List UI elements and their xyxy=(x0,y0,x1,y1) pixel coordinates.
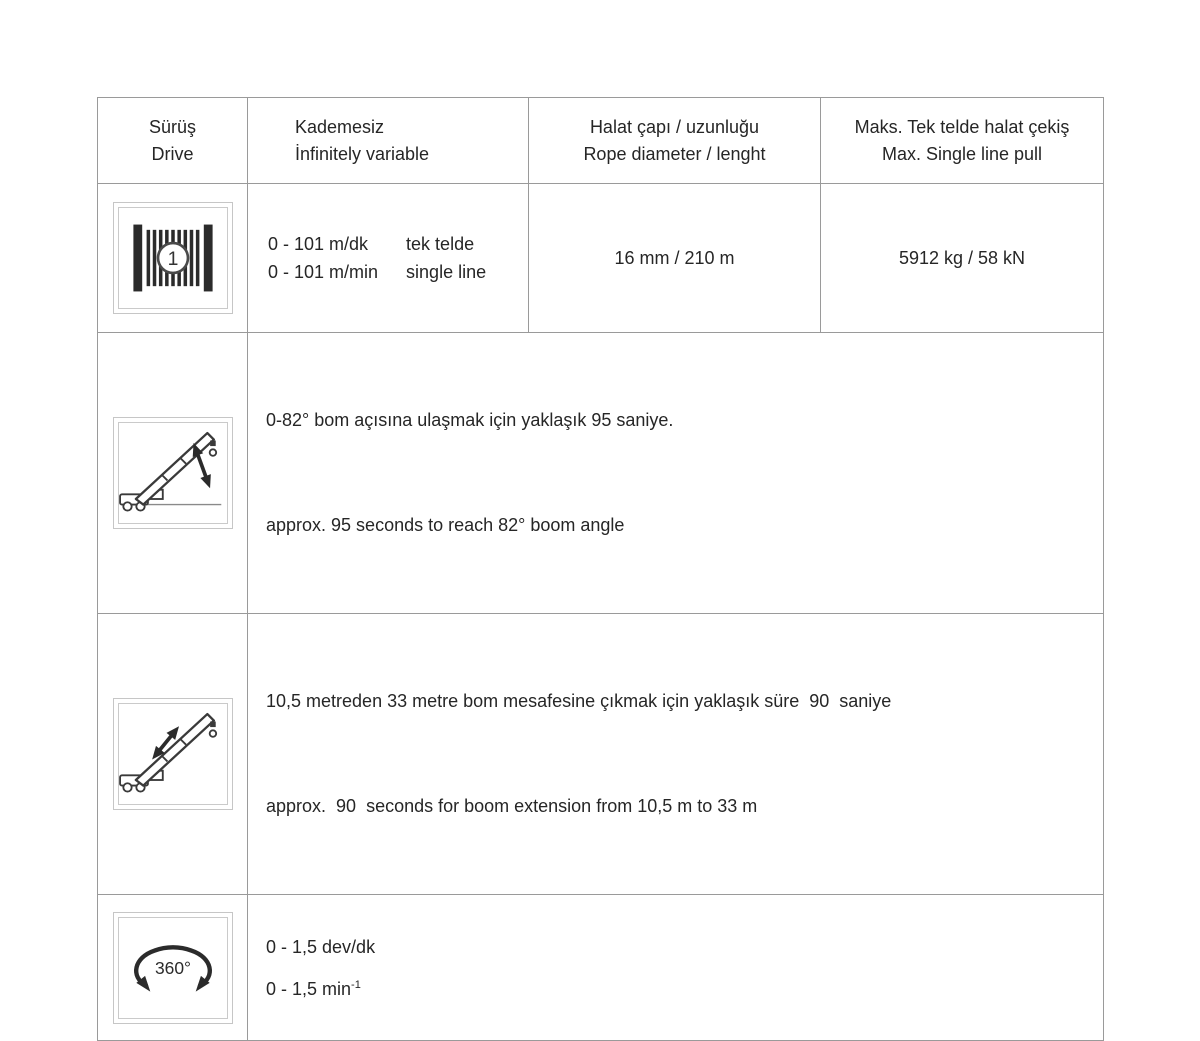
crane-spec-table xyxy=(97,97,1104,1041)
rotation-speed-en xyxy=(266,966,1103,1008)
rotation-speed-en-base: 0 - 1,5 min xyxy=(266,978,352,999)
rotation-speed-en-exponent: -1 xyxy=(351,978,361,991)
boom-angle-icon xyxy=(113,417,233,529)
rotation-360-graphic xyxy=(125,936,221,1000)
boom-angle-text xyxy=(248,333,1103,613)
boom-extension-icon xyxy=(113,698,233,810)
single-line-pull-value: 5912 kg / 58 kN xyxy=(821,184,1104,333)
winch-speed-en: 0 - 101 m/min xyxy=(268,262,379,282)
rotation-text-cell xyxy=(248,895,1104,1041)
header-rope-diameter-length xyxy=(529,98,821,184)
header-infinitely-variable-tr: Kademesiz xyxy=(295,116,385,137)
header-drive xyxy=(98,98,248,184)
header-row xyxy=(98,98,1104,184)
boom-extension-tr: 10,5 metreden 33 metre bom mesafesine çıkmak için yaklaşık süre 90 saniye xyxy=(266,691,892,711)
table-row-boom-angle xyxy=(98,333,1104,614)
drum-number-label: 1 xyxy=(167,248,178,271)
header-infinitely-variable-en: İnfinitely variable xyxy=(295,143,430,164)
boom-extension-en: approx. 90 seconds for boom extension from 10,5 m to 33 m xyxy=(266,796,758,816)
table-row-winch xyxy=(98,184,1104,333)
header-drive-tr: Sürüş xyxy=(148,116,197,137)
header-infinitely-variable xyxy=(248,98,529,184)
boom-angle-text-cell xyxy=(248,333,1104,614)
winch-speed-values xyxy=(248,230,528,286)
table-row-rotation xyxy=(98,895,1104,1041)
header-rope-en: Rope diameter / lenght xyxy=(583,143,766,164)
winch-drum-icon xyxy=(113,202,233,314)
boom-extension-icon-cell xyxy=(98,614,248,895)
boom-extension-text-cell xyxy=(248,614,1104,895)
rotation-icon-cell xyxy=(98,895,248,1041)
rotation-speed-tr: 0 - 1,5 dev/dk xyxy=(266,936,376,957)
header-rope-tr: Halat çapı / uzunluğu xyxy=(589,116,760,137)
winch-speed-tr: 0 - 101 m/dk xyxy=(268,234,369,254)
winch-speed-tr-note: tek telde xyxy=(406,234,475,254)
rotation-degrees-label: 360° xyxy=(154,957,191,978)
winch-drum-graphic xyxy=(129,217,217,299)
winch-speed-en-note: single line xyxy=(406,262,487,282)
boom-extension-text xyxy=(248,614,1103,894)
rope-diameter-length-value: 16 mm / 210 m xyxy=(529,184,821,333)
winch-speed-cell xyxy=(248,184,529,333)
rotation-360-icon xyxy=(113,912,233,1024)
boom-angle-icon-cell xyxy=(98,333,248,614)
header-drive-en: Drive xyxy=(151,143,194,164)
rotation-text xyxy=(248,928,1103,1008)
boom-angle-tr: 0-82° bom açısına ulaşmak için yaklaşık 95 saniye. xyxy=(266,410,674,430)
boom-angle-en: approx. 95 seconds to reach 82° boom angle xyxy=(266,515,625,535)
winch-icon-cell xyxy=(98,184,248,333)
table-row-boom-extension xyxy=(98,614,1104,895)
boom-extension-graphic xyxy=(117,702,229,806)
header-pull-tr: Maks. Tek telde halat çekiş xyxy=(854,116,1070,137)
header-pull-en: Max. Single line pull xyxy=(881,143,1043,164)
header-single-line-pull xyxy=(821,98,1104,184)
boom-angle-graphic xyxy=(117,421,229,525)
